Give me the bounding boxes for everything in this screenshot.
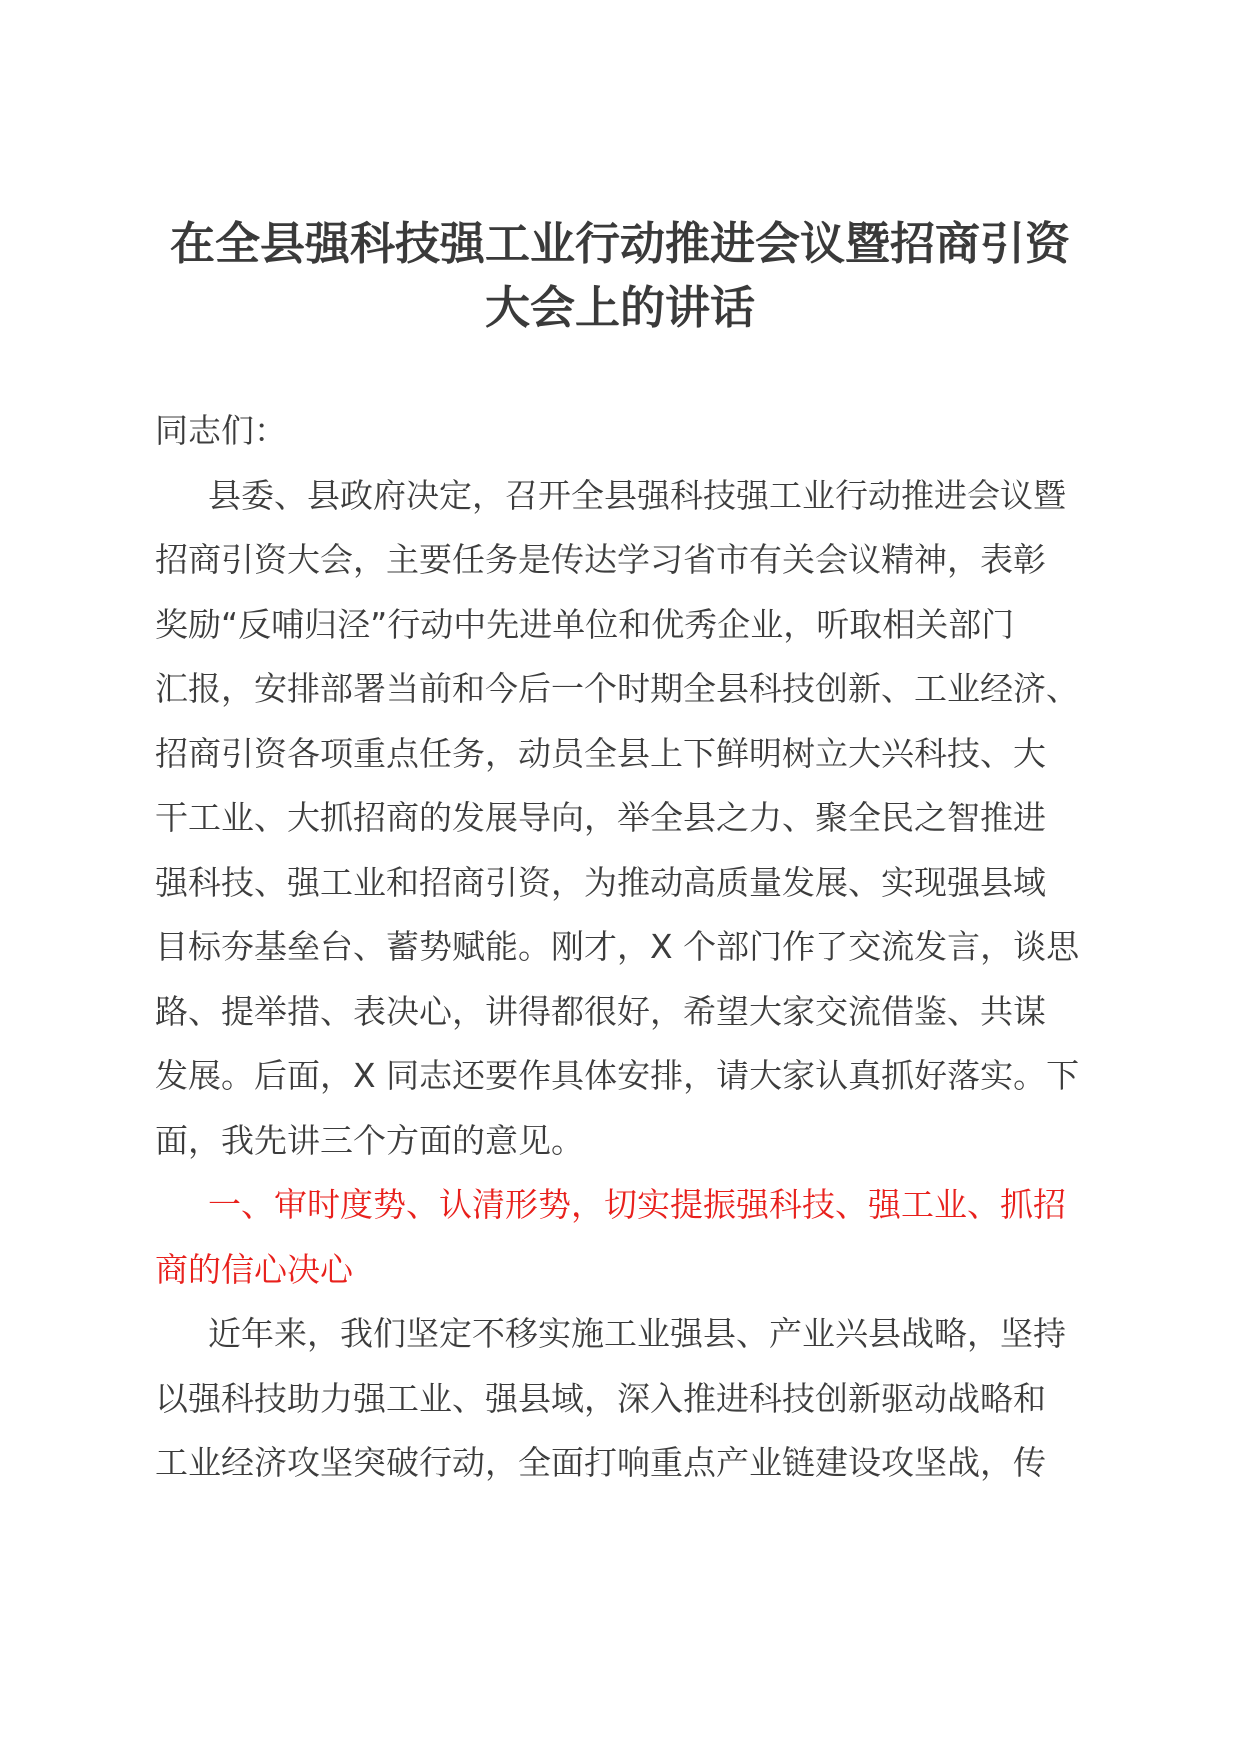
- paragraph-line: 路、提举措、表决心，讲得都很好，希望大家交流借鉴、共谋: [155, 991, 1046, 1031]
- paragraph-line: 工业经济攻坚突破行动，全面打响重点产业链建设攻坚战，传: [155, 1443, 1046, 1482]
- paragraph-line: 奖励“反哺归泾”行动中先进单位和优秀企业，听取相关部门: [155, 604, 1015, 644]
- paragraph-line: 县委、县政府决定，召开全县强科技强工业行动推进会议暨: [208, 475, 1066, 515]
- paragraph-line: 汇报，安排部署当前和今后一个时期全县科技创新、工业经济、: [155, 669, 1079, 708]
- paragraph-line: 目标夯基垒台、蓄势赋能。刚才，X 个部门作了交流发言，谈思: [155, 927, 1080, 966]
- paragraph-line: 发展。后面，X 同志还要作具体安排，请大家认真抓好落实。下: [155, 1056, 1080, 1095]
- paragraph-line: 干工业、大抓招商的发展导向，举全县之力、聚全民之智推进: [155, 798, 1046, 837]
- paragraph-line: 面，我先讲三个方面的意见。: [155, 1120, 584, 1160]
- section-heading-line: 商的信心决心: [155, 1249, 353, 1289]
- paragraph-section-1: [155, 1302, 1085, 1496]
- paragraph-line: 以强科技助力强工业、强县域，深入推进科技创新驱动战略和: [155, 1378, 1046, 1418]
- salutation: 同志们：: [155, 411, 287, 450]
- speech-body: [155, 399, 1085, 1496]
- title-line-1: 在全县强科技强工业行动推进会议暨招商引资: [169, 217, 1070, 270]
- section-heading-line: 一、审时度势、认清形势，切实提振强科技、强工业、抓招: [208, 1185, 1066, 1224]
- paragraph-line: 招商引资大会，主要任务是传达学习省市有关会议精神，表彰: [155, 540, 1046, 579]
- paragraph-opening: [155, 464, 1085, 1174]
- paragraph-line: 近年来，我们坚定不移实施工业强县、产业兴县战略，坚持: [208, 1314, 1066, 1353]
- speech-title: [150, 212, 1090, 340]
- title-line-2: 大会上的讲话: [484, 281, 755, 334]
- paragraph-line: 招商引资各项重点任务，动员全县上下鲜明树立大兴科技、大: [155, 733, 1046, 773]
- section-heading-1: [155, 1173, 1085, 1302]
- paragraph-line: 强科技、强工业和招商引资，为推动高质量发展、实现强县域: [155, 862, 1046, 902]
